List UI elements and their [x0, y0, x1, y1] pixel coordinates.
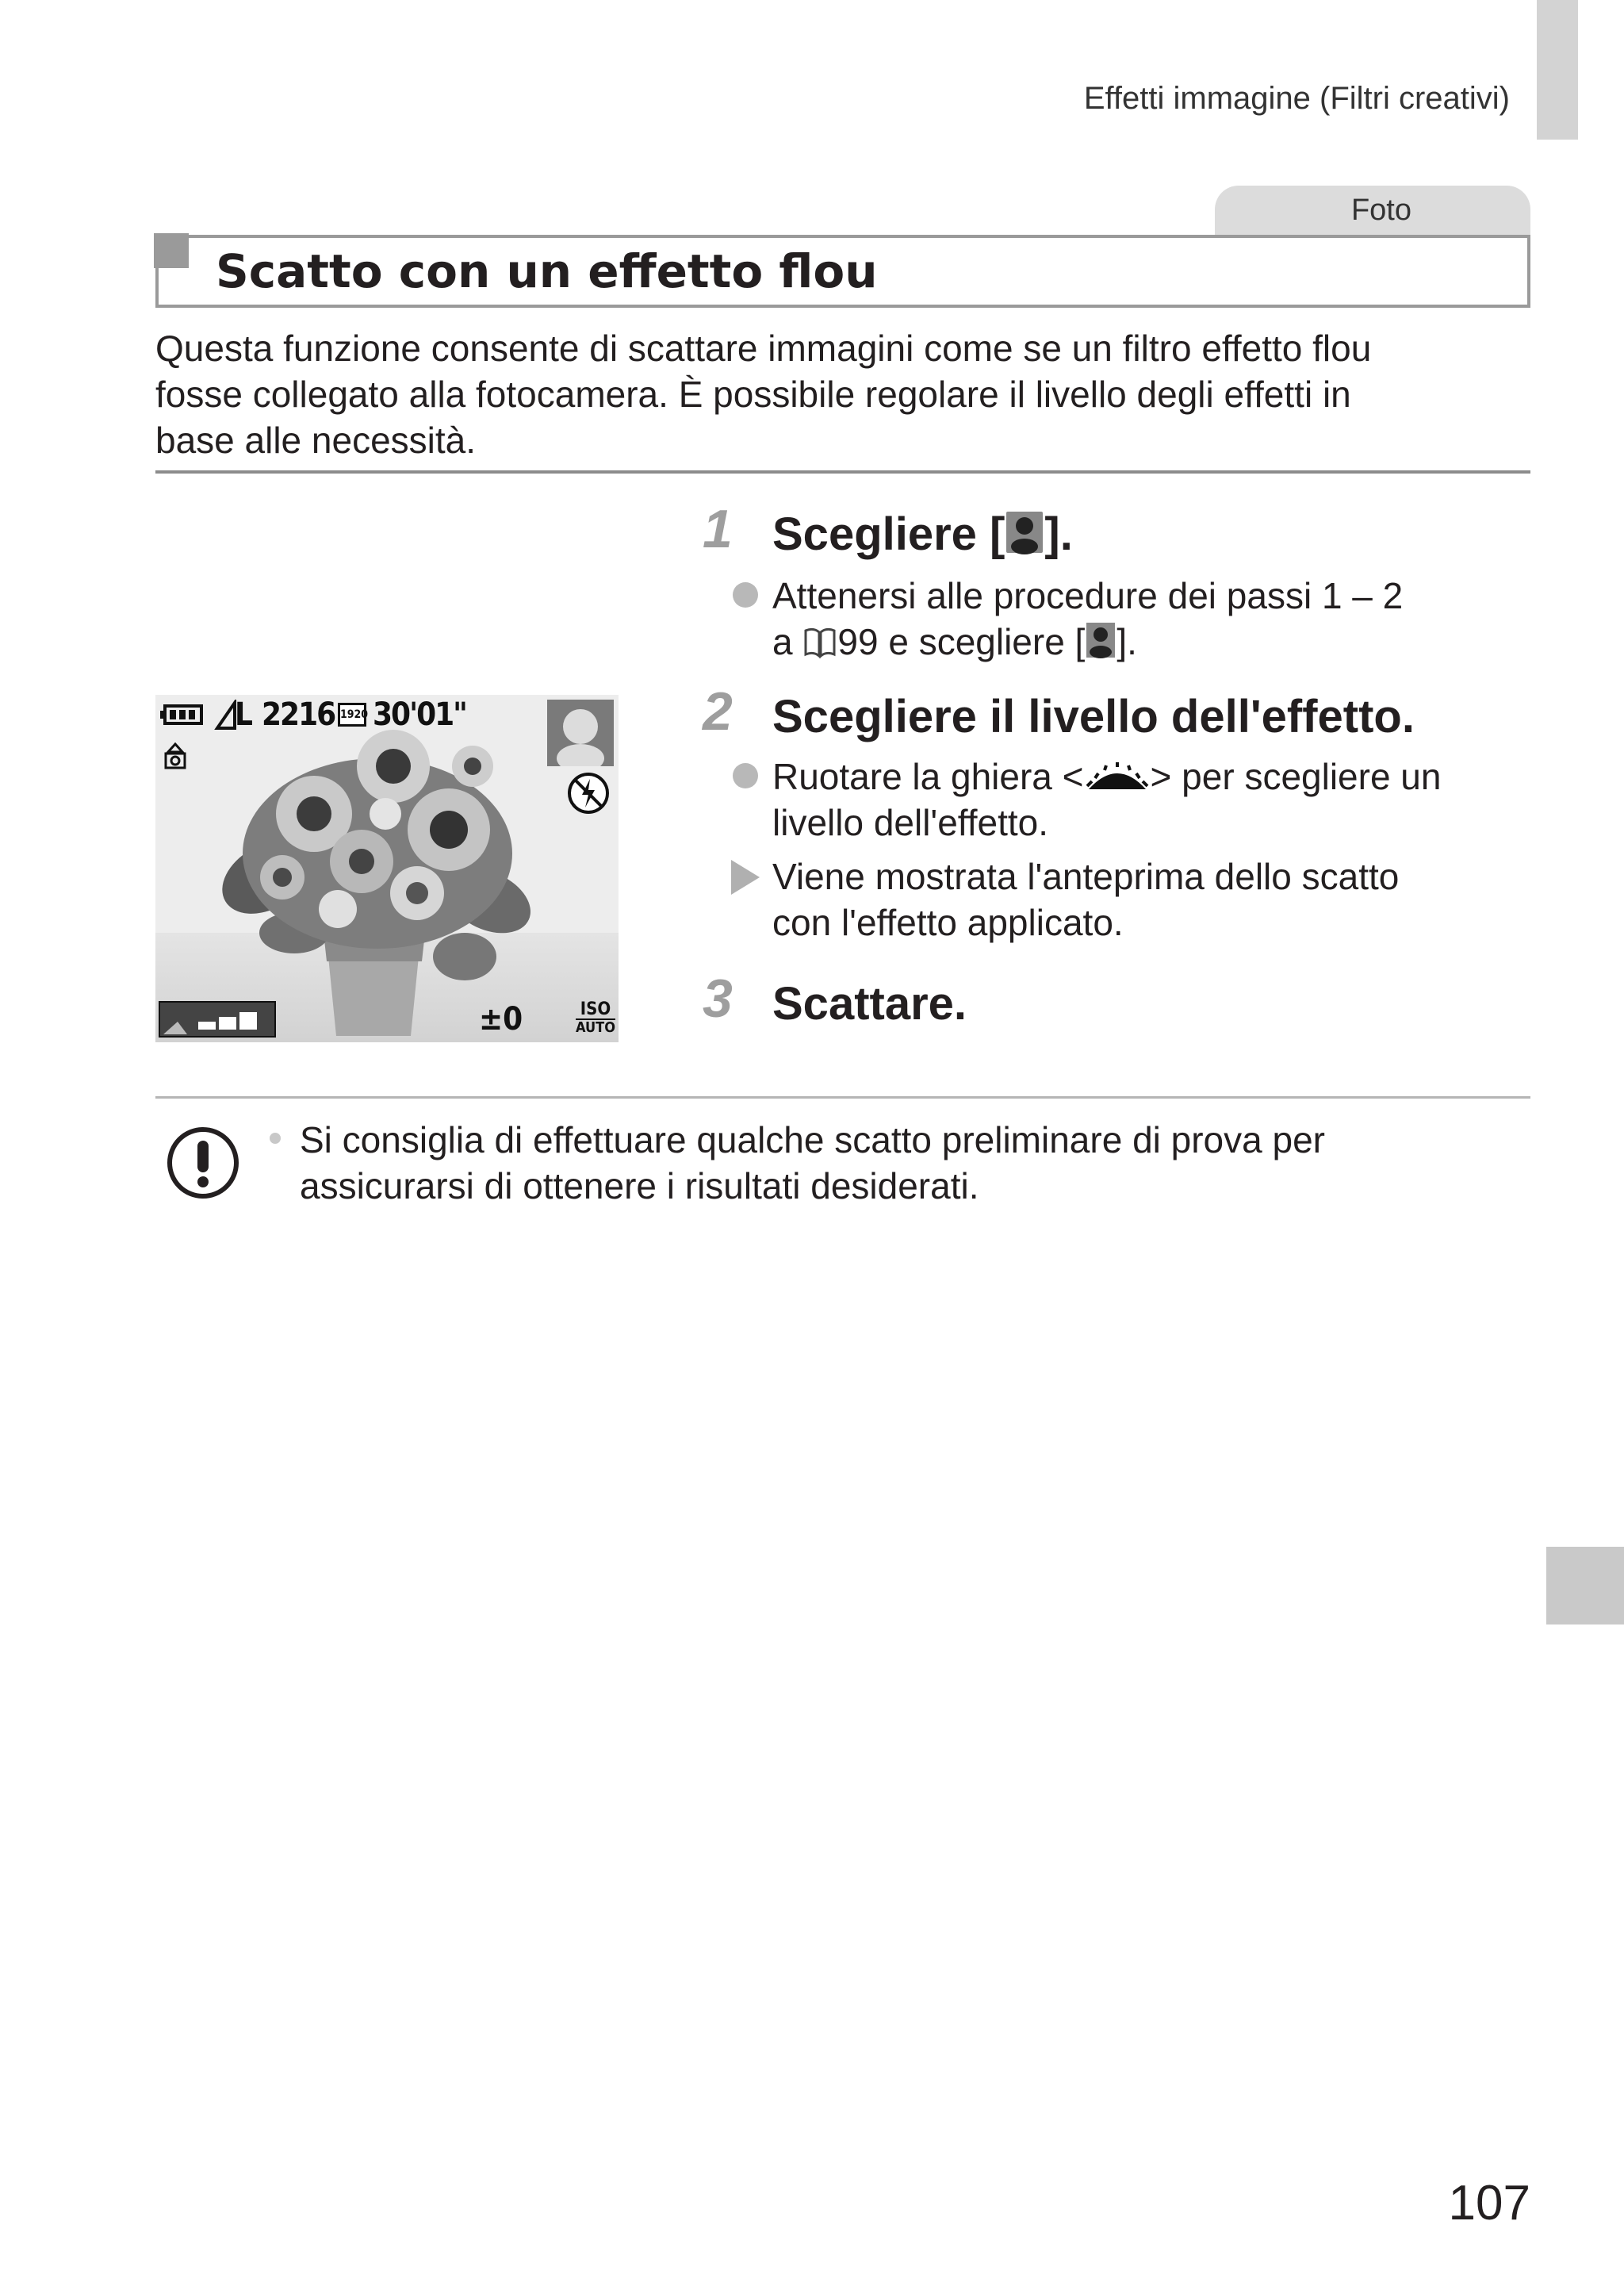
soft-focus-icon: [1085, 621, 1116, 659]
step-number-3: 3: [703, 969, 733, 1029]
page-reference[interactable]: 99: [837, 621, 879, 662]
title-corner-mask: [162, 268, 193, 300]
text-b: > per scegliere un: [1150, 756, 1442, 797]
step-2-bullet-line1: [772, 754, 1518, 800]
movie-quality-value: 1920: [340, 708, 369, 721]
book-reference-icon: [802, 624, 837, 659]
text-a: a: [772, 621, 803, 662]
step-title-3: Scattare.: [772, 978, 967, 1030]
bullet-dot: [733, 763, 758, 788]
step-title-1-end: ].: [1044, 508, 1073, 560]
step-title-2: Scegliere il livello dell'effetto.: [772, 691, 1415, 742]
step-2-bullet2-line1: Viene mostrata l'anteprima dello scatto: [772, 856, 1400, 897]
chapter-index-tab: [1546, 1547, 1624, 1624]
intro-paragraph: [155, 325, 1527, 463]
iso-value: AUTO: [576, 1019, 615, 1036]
section-title: Scatto con un effetto flou: [216, 244, 878, 298]
step-1-bullet-line1: Attenersi alle procedure dei passi 1 – 2: [772, 575, 1404, 616]
effect-level-indicator: [159, 1001, 276, 1038]
mode-tab-foto: Foto: [1215, 186, 1530, 236]
recording-time: 30'01": [373, 696, 466, 733]
image-size: L: [235, 696, 253, 733]
text-a: Ruotare la ghiera <: [772, 756, 1084, 797]
result-arrow-icon: [731, 860, 760, 895]
control-dial-icon: [1084, 762, 1151, 794]
soft-focus-icon: [1005, 510, 1044, 554]
title-corner-mark: [154, 233, 189, 268]
running-head: Effetti immagine (Filtri creativi): [1083, 81, 1510, 116]
text-c: ].: [1116, 621, 1137, 662]
iso-indicator: [576, 1001, 615, 1036]
note-rule: [155, 1096, 1530, 1099]
soft-focus-mode-icon: [547, 700, 614, 766]
step-number-1: 1: [703, 499, 733, 559]
step-number-2: 2: [703, 681, 733, 742]
bullet-dot: [733, 582, 758, 608]
step-2-bullet-line2: livello dell'effetto.: [772, 802, 1049, 843]
step-1-bullet: [772, 573, 1486, 665]
intro-line: base alle necessità.: [155, 420, 477, 461]
page-number: 107: [1448, 2176, 1530, 2231]
flash-off-icon: [566, 771, 611, 815]
camera-screen-illustration: [155, 695, 619, 1042]
step-1-bullet-line2: [772, 619, 1486, 665]
note-line1: Si consiglia di effettuare qualche scatto preliminare di prova per: [300, 1119, 1325, 1160]
intro-line: Questa funzione consente di scattare immagini come se un filtro effetto flou: [155, 328, 1372, 369]
step-2-bullet2-line2: con l'effetto applicato.: [772, 902, 1124, 943]
step-title-1: [772, 508, 1073, 561]
text-b: e scegliere [: [878, 621, 1086, 662]
intro-line: fosse collegato alla fotocamera. È possibile regolare il livello degli effetti in: [155, 374, 1351, 415]
chapter-tab-marker: [1537, 0, 1578, 140]
battery-icon: [160, 703, 205, 727]
step-2-bullet-1: [772, 754, 1518, 846]
note-line2: assicurarsi di ottenere i risultati desiderati.: [300, 1165, 979, 1206]
note-text: [300, 1117, 1537, 1209]
auto-level-camera-icon: [163, 742, 187, 771]
shots-remaining: 2216: [262, 696, 335, 733]
note-bullet: [270, 1133, 281, 1144]
caution-icon: [165, 1125, 241, 1201]
iso-label: ISO: [576, 1001, 615, 1020]
section-rule: [155, 470, 1530, 474]
movie-quality-icon: [338, 703, 369, 727]
step-2-bullet-2: [772, 853, 1518, 946]
step-title-1-text: Scegliere [: [772, 508, 1005, 560]
exposure-compensation: ±0: [479, 1001, 523, 1038]
